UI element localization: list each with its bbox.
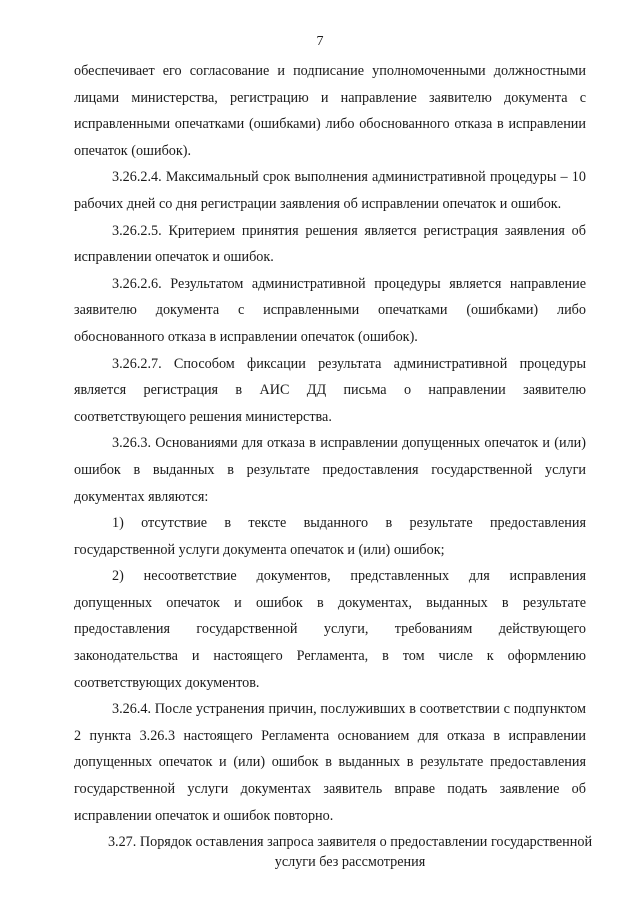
- page-number: 7: [316, 34, 324, 49]
- paragraph-3-26-2-5: 3.26.2.5. Критерием принятия решения является регистрация заявления об исправлении опечаток и ошибок.: [74, 222, 586, 266]
- list-item-1: 1) отсутствие в тексте выданного в результате предоставления государственной услуги документа опечаток и (или) ошибок;: [74, 515, 586, 558]
- body-text: [74, 58, 586, 829]
- paragraph-continuation: обеспечивает его согласование и подписание уполномоченными должностными лицами министерства, регистрацию и направление заявителю документа с исправленными опечатками (ошибками) либо обоснованного отказа в исправлении опечаток (ошибок).: [74, 63, 586, 159]
- paragraph-3-26-4: 3.26.4. После устранения причин, послуживших в соответствии с подпунктом 2 пункта 3.26.3 настоящего Регламента основанием для отказа в исправлении допущенных опечаток и (или) ошибок в выданных в результате предоставления государственной услуги документах заявитель вправе подать заявление об исправлении опечаток и ошибок повторно.: [74, 701, 586, 824]
- section-heading: 3.27. Порядок оставления запроса заявителя о предоставлении государственной услуги без рассмотрения: [107, 834, 593, 870]
- paragraph-3-26-3: 3.26.3. Основаниями для отказа в исправлении допущенных опечаток и (или) ошибок в выданных в результате предоставления государственной услуги документах являются:: [74, 435, 586, 505]
- paragraph-3-26-2-6: 3.26.2.6. Результатом административной процедуры является направление заявителю документа с исправленными опечатками (ошибками) либо обоснованного отказа в исправлении опечаток (ошибок).: [74, 275, 586, 345]
- paragraph-3-26-2-7: 3.26.2.7. Способом фиксации результата административной процедуры является регистрация в АИС ДД письма о направлении заявителю соответствующего решения министерства.: [74, 355, 586, 425]
- paragraph-3-26-2-4: 3.26.2.4. Максимальный срок выполнения административной процедуры – 10 рабочих дней со дня регистрации заявления об исправлении опечаток и ошибок.: [74, 169, 586, 212]
- list-item-2: 2) несоответствие документов, представленных для исправления допущенных опечаток и ошибок в документах, выданных в результате предоставления государственной услуги, требованиям действующего законодательства и настоящего Регламента, в том числе к оформлению соответствующих документов.: [74, 568, 586, 691]
